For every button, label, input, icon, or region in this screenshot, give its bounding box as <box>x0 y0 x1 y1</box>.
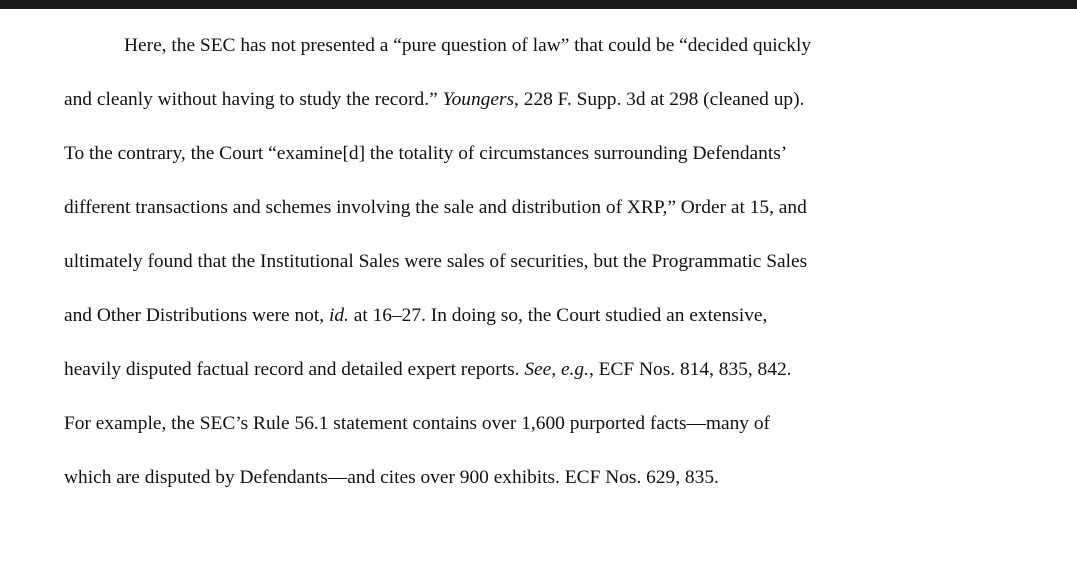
paragraph-line-8 <box>64 414 1064 434</box>
text-run: which are disputed by Defendants—and cites over 900 exhibits. ECF Nos. 629, 835. <box>64 467 719 488</box>
id-citation-italic: id. <box>328 305 349 326</box>
paragraph-line-1 <box>64 36 1064 56</box>
text-run: For example, the SEC’s Rule 56.1 statement contains over 1,600 purported facts—many of <box>64 413 770 434</box>
paragraph-line-2 <box>64 90 1064 110</box>
text-run: different transactions and schemes involving the sale and distribution of XRP,” Order at 15, and <box>64 197 807 218</box>
paragraph-line-4 <box>64 198 1064 218</box>
paragraph-line-6 <box>64 306 1064 326</box>
body-paragraph <box>64 36 1064 522</box>
text-run: and cleanly without having to study the record.” <box>64 89 443 110</box>
text-run: , ECF Nos. 814, 835, 842. <box>588 359 792 380</box>
see-eg-signal-italic: See, e.g. <box>524 359 589 380</box>
text-run: at 16–27. In doing so, the Court studied an extensive, <box>348 305 768 326</box>
text-run: ultimately found that the Institutional Sales were sales of securities, but the Programmatic Sales <box>64 251 808 272</box>
paragraph-line-7 <box>64 360 1064 380</box>
text-run: Here, the SEC has not presented a “pure question of law” that could be “decided quickly <box>124 35 812 56</box>
text-run: heavily disputed factual record and detailed expert reports. <box>64 359 525 380</box>
document-page <box>0 9 1077 568</box>
paragraph-line-3 <box>64 144 1064 164</box>
text-run: and Other Distributions were not, <box>64 305 329 326</box>
case-citation-italic: Youngers <box>442 89 515 110</box>
text-run: , 228 F. Supp. 3d at 298 (cleaned up). <box>514 89 805 110</box>
top-dark-bar <box>0 0 1077 9</box>
paragraph-line-9 <box>64 468 1064 488</box>
text-run: To the contrary, the Court “examine[d] the totality of circumstances surrounding Defendants’ <box>64 143 788 164</box>
paragraph-line-5 <box>64 252 1064 272</box>
